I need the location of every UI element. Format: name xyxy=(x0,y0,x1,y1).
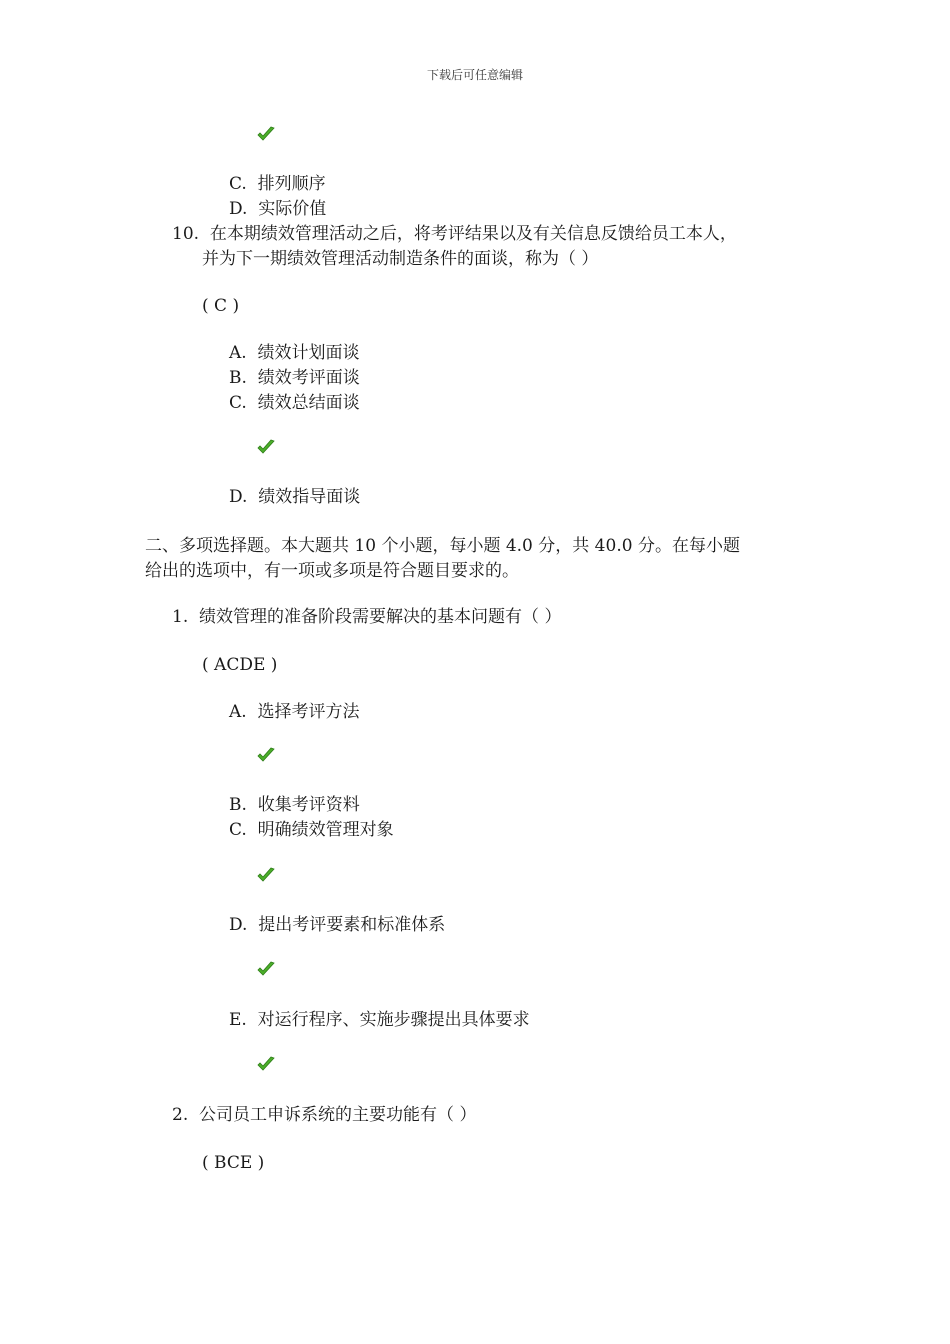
question-10 xyxy=(172,222,737,246)
question-number: 10. xyxy=(172,224,200,244)
answer: ( ACDE ) xyxy=(202,655,278,675)
option-c: C. 绩效总结面谈 xyxy=(229,393,360,413)
option-a: A. 选择考评方法 xyxy=(229,702,360,722)
option-d: D. 实际价值 xyxy=(229,199,327,219)
section-heading-line2: 给出的选项中，有一项或多项是符合题目要求的。 xyxy=(145,561,519,581)
question-number: 1. xyxy=(172,607,189,627)
question-2: 2. 公司员工申诉系统的主要功能有（ ） xyxy=(172,1105,477,1125)
option-e: E. 对运行程序、实施步骤提出具体要求 xyxy=(229,1010,530,1030)
page-header: 下载后可任意编辑 xyxy=(426,68,523,82)
option-b: B. 收集考评资料 xyxy=(229,795,360,815)
check-icon xyxy=(257,439,275,455)
check-icon xyxy=(257,867,275,883)
check-icon xyxy=(257,126,275,142)
option-c: C. 明确绩效管理对象 xyxy=(229,820,394,840)
answer: ( BCE ) xyxy=(202,1153,265,1173)
check-icon xyxy=(257,961,275,977)
option-b: B. 绩效考评面谈 xyxy=(229,368,360,388)
option-a: A. 绩效计划面谈 xyxy=(229,343,360,363)
question-line1: 在本期绩效管理活动之后，将考评结果以及有关信息反馈给员工本人， xyxy=(209,224,737,244)
option-d: D. 绩效指导面谈 xyxy=(229,487,361,507)
check-icon xyxy=(257,747,275,763)
answer: ( C ) xyxy=(202,296,240,316)
option-c: C. 排列顺序 xyxy=(229,174,326,194)
question-number: 2. xyxy=(172,1105,189,1125)
section-heading: 二、多项选择题。本大题共 10 个小题，每小题 4.0 分，共 40.0 分。在每小题 xyxy=(145,536,740,556)
question-10-line2: 并为下一期绩效管理活动制造条件的面谈，称为（ ） xyxy=(202,249,599,269)
question-1: 1. 绩效管理的准备阶段需要解决的基本问题有（ ） xyxy=(172,607,562,627)
option-d: D. 提出考评要素和标准体系 xyxy=(229,915,446,935)
check-icon xyxy=(257,1056,275,1072)
